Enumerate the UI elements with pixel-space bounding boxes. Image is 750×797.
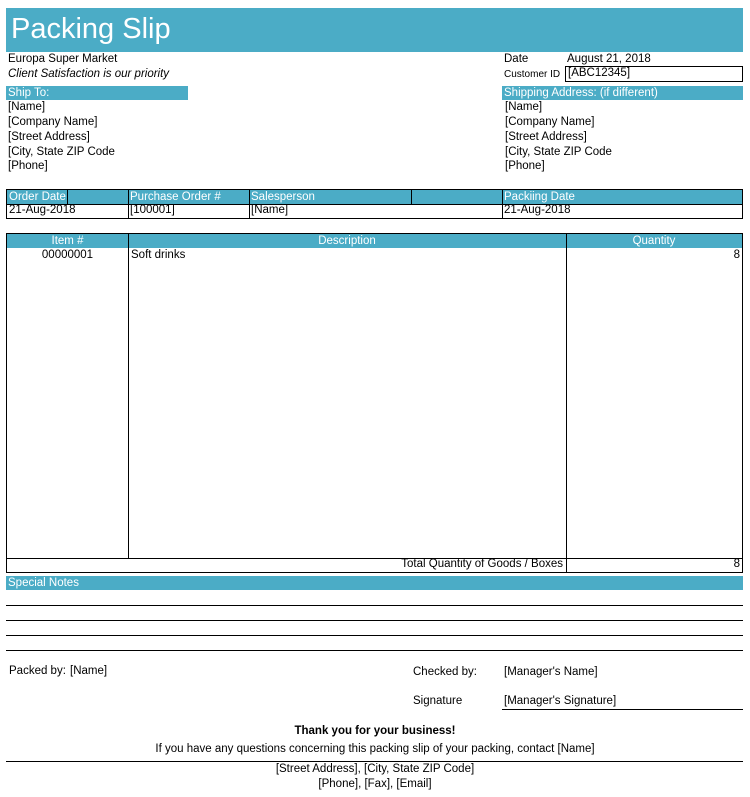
contact-line: If you have any questions concerning this packing slip of your packing, contact [Name] xyxy=(155,743,595,755)
date-label: Date xyxy=(504,53,529,65)
table-row-quantity: 8 xyxy=(733,249,740,261)
special-notes-heading: Special Notes xyxy=(6,576,743,590)
total-quantity-label: Total Quantity of Goods / Boxes xyxy=(401,558,563,570)
notes-line xyxy=(6,650,743,651)
shipping-address-street: [Street Address] xyxy=(505,131,587,143)
shipping-address-name: [Name] xyxy=(505,101,543,113)
table-row-item-number: 00000001 xyxy=(41,249,94,261)
shipping-address-phone: [Phone] xyxy=(505,160,545,172)
footer-contact-details: [Phone], [Fax], [Email] xyxy=(318,778,432,790)
packed-by-value: [Name] xyxy=(70,665,108,677)
ship-to-phone: [Phone] xyxy=(8,160,48,172)
footer-divider xyxy=(6,761,743,762)
item-number-header: Item # xyxy=(51,235,84,247)
shipping-address-city: [City, State ZIP Code xyxy=(505,146,612,158)
ship-to-heading: Ship To: xyxy=(6,86,188,100)
company-name: Europa Super Market xyxy=(8,53,118,65)
salesperson-header: Salesperson xyxy=(251,191,315,203)
ship-to-city: [City, State ZIP Code xyxy=(8,146,115,158)
order-info-table xyxy=(6,189,743,219)
items-table xyxy=(6,233,743,573)
checked-by-label: Checked by: xyxy=(413,666,477,678)
description-header: Description xyxy=(318,235,376,247)
purchase-order-value: [100001] xyxy=(130,204,175,216)
ship-to-name: [Name] xyxy=(8,101,46,113)
table-row-description: Soft drinks xyxy=(131,249,186,261)
customer-id-field xyxy=(565,66,743,82)
thank-you-text: Thank you for your business! xyxy=(294,725,456,737)
signature-label: Signature xyxy=(413,695,463,707)
purchase-order-header: Purchase Order # xyxy=(130,191,221,203)
total-quantity-value: 8 xyxy=(733,558,740,570)
company-slogan: Client Satisfaction is our priority xyxy=(8,68,170,80)
order-date-value: 21-Aug-2018 xyxy=(9,204,76,216)
footer-address: [Street Address], [City, State ZIP Code] xyxy=(275,763,475,775)
notes-line xyxy=(6,620,743,621)
signature-line xyxy=(502,709,743,710)
signature-value: [Manager's Signature] xyxy=(504,695,617,707)
notes-line xyxy=(6,635,743,636)
order-date-header: Order Date xyxy=(9,191,66,203)
customer-id-label: Customer ID xyxy=(504,69,561,80)
salesperson-value: [Name] xyxy=(251,204,289,216)
packed-by-label: Packed by: xyxy=(9,665,66,677)
ship-to-street: [Street Address] xyxy=(8,131,90,143)
ship-to-company: [Company Name] xyxy=(8,116,98,128)
order-info-header-row xyxy=(7,190,742,204)
customer-id-value: [ABC12345] xyxy=(568,67,631,79)
shipping-address-company: [Company Name] xyxy=(505,116,595,128)
packing-date-header: Packiing Date xyxy=(504,191,575,203)
packing-date-value: 21-Aug-2018 xyxy=(504,204,571,216)
checked-by-value: [Manager's Name] xyxy=(504,666,598,678)
shipping-address-heading: Shipping Address: (if different) xyxy=(502,86,743,100)
date-value: August 21, 2018 xyxy=(567,53,651,65)
quantity-header: Quantity xyxy=(632,235,676,247)
page-title: Packing Slip xyxy=(11,13,171,45)
title-banner xyxy=(6,8,743,52)
notes-line xyxy=(6,605,743,606)
